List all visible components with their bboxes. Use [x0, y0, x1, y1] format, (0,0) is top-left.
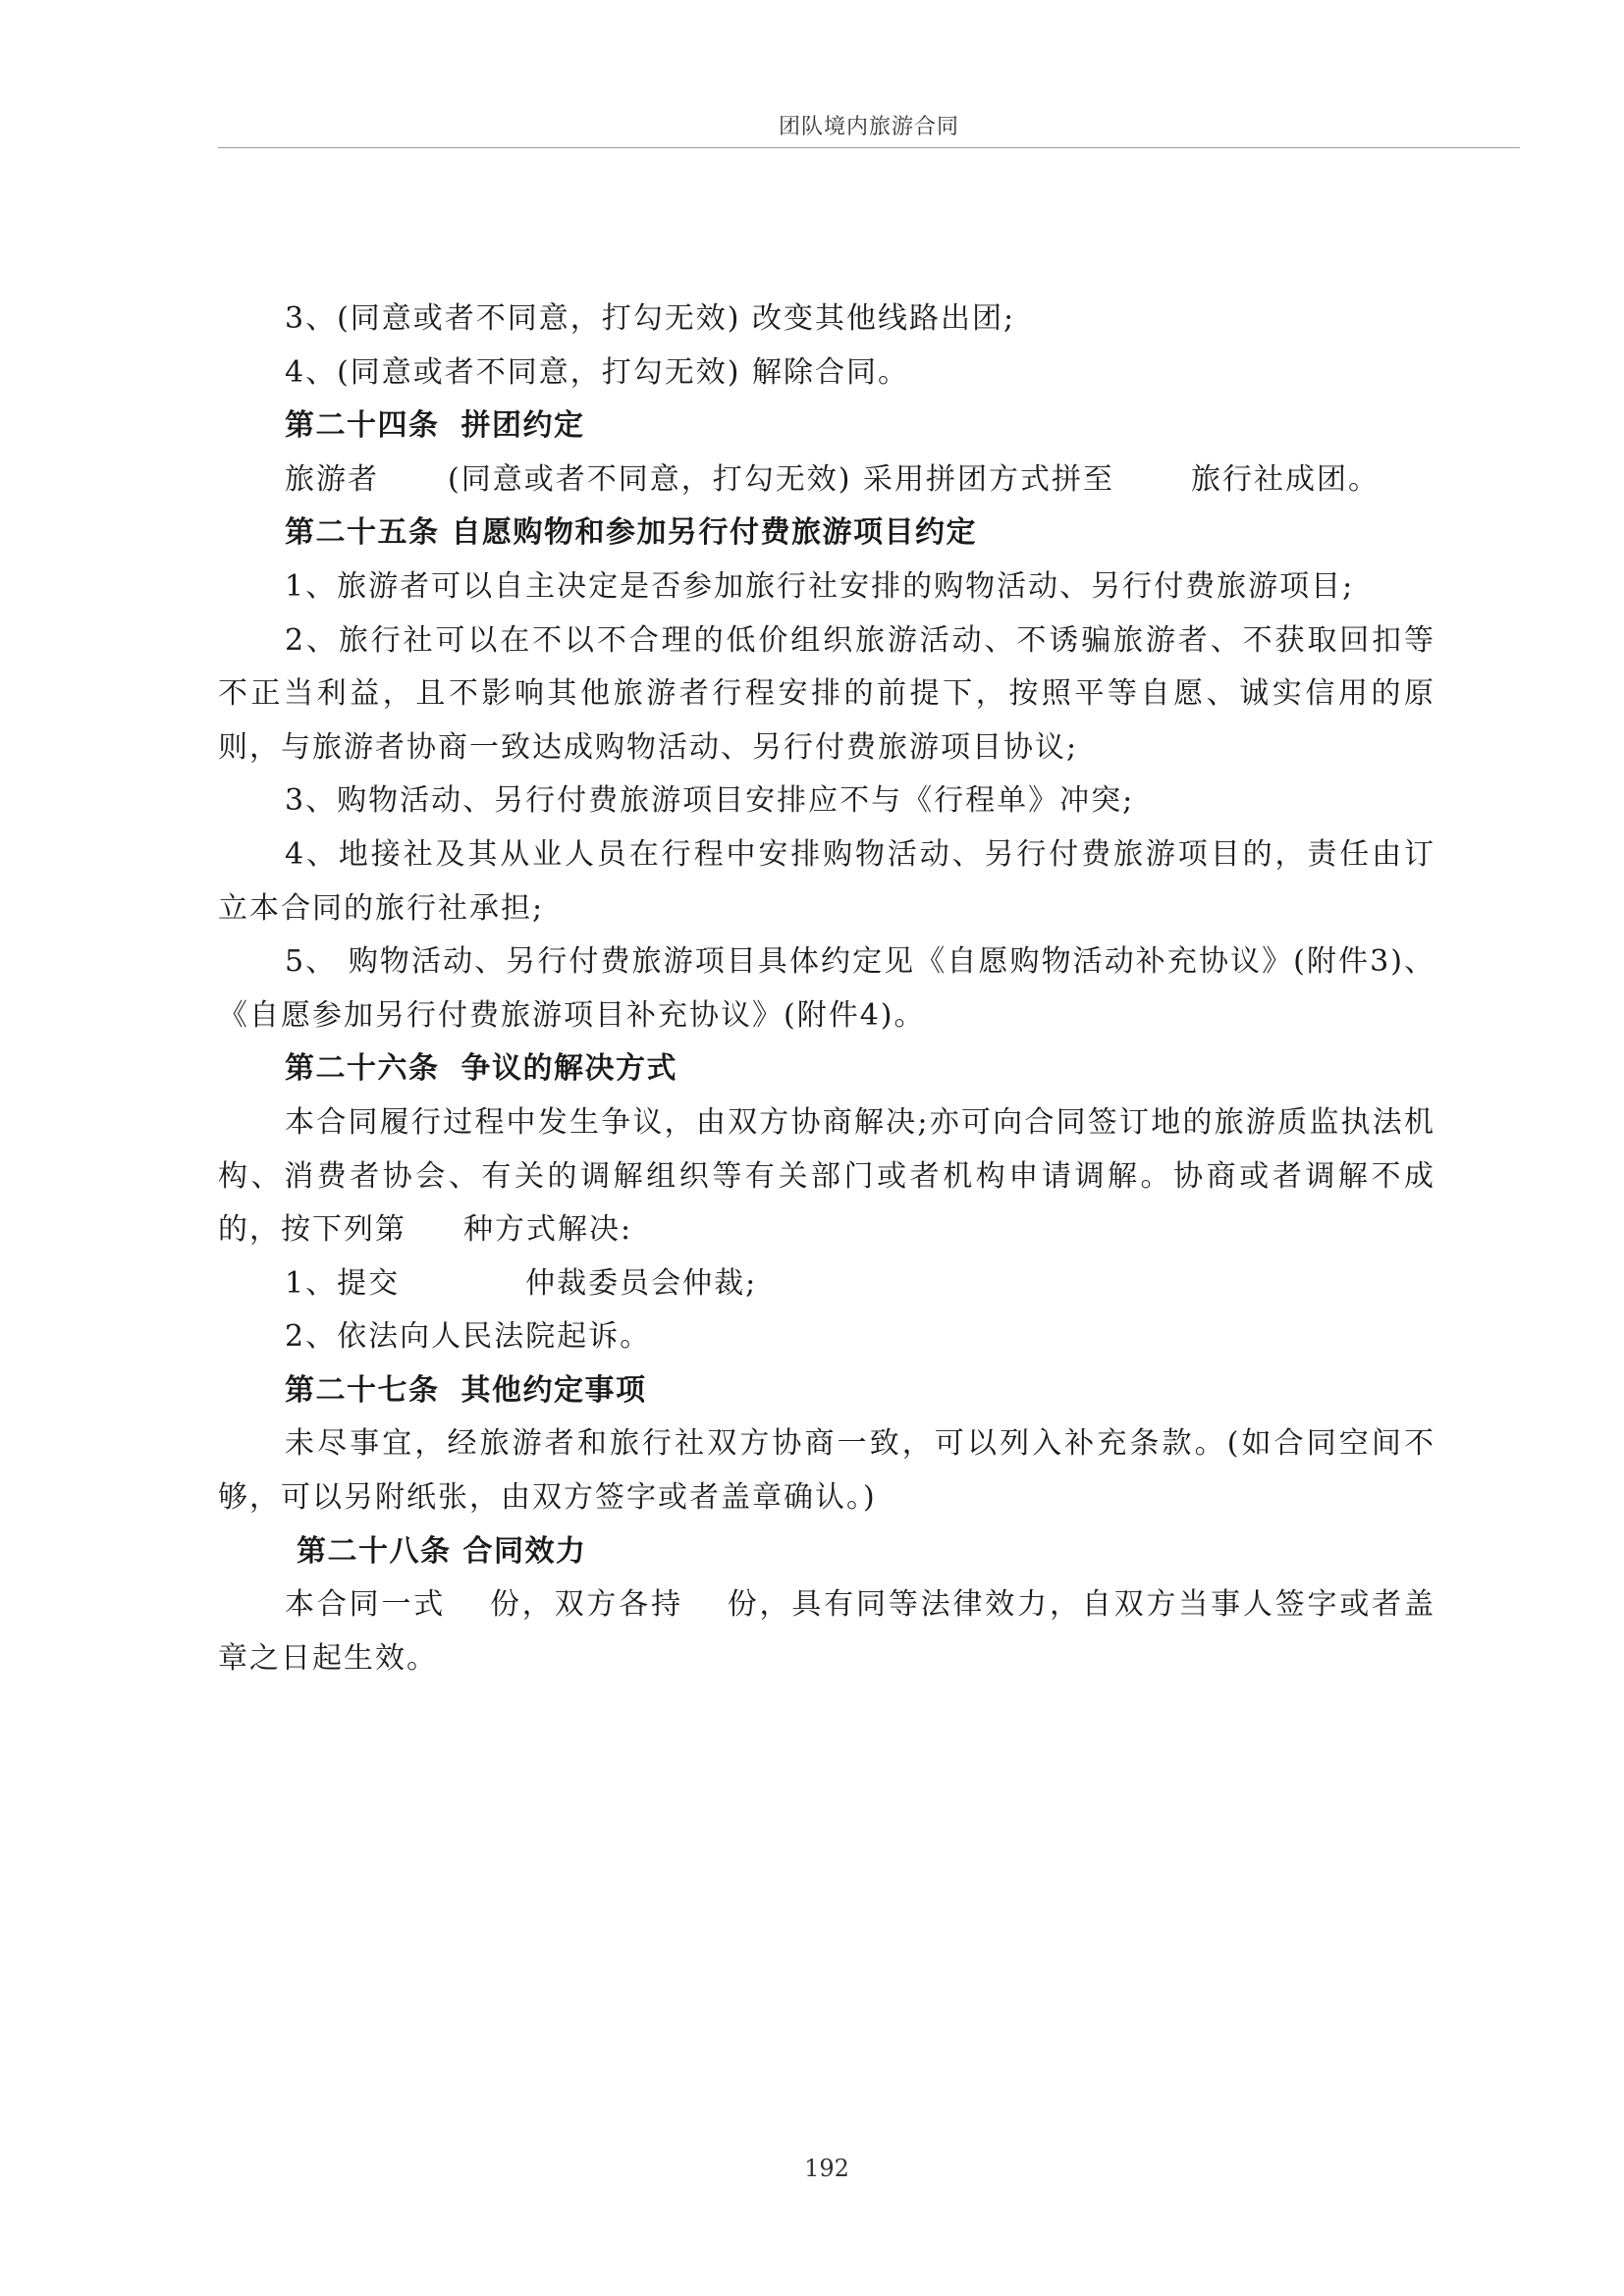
article-28-text: [218, 1578, 1435, 1685]
page-header: 团队境内旅游合同: [778, 115, 959, 139]
article-26-heading: [218, 1042, 1435, 1096]
contract-body: [218, 293, 1435, 1685]
article-25-heading: 第二十五条 自愿购物和参加另行付费旅游项目约定: [285, 515, 977, 551]
article-24-text-part-3: 旅行社成团。: [1190, 461, 1380, 497]
article-24-text-part-2: (同意或者不同意，打勾无效) 采用拼团方式拼至: [448, 461, 1114, 497]
article-27-number: 第二十七条: [285, 1372, 440, 1408]
article-27-heading: [218, 1364, 1435, 1418]
article-26-item-2: 2、依法向人民法院起诉。: [285, 1319, 652, 1355]
article-26-title: 争议的解决方式: [460, 1051, 677, 1087]
article-28-text-part-3: 份，具有同等法律效力，自双方当事人签字或者盖章之日起生效。: [218, 1587, 1436, 1676]
article-26-item-1-part-1: 1、提交: [285, 1265, 401, 1301]
article-24-title: 拼团约定: [460, 408, 585, 444]
article-25-item-3: 3、购物活动、另行付费旅游项目安排应不与《行程单》冲突;: [285, 783, 1135, 819]
article-26-item-1-part-2: 仲裁委员会仲裁;: [525, 1265, 758, 1301]
article-27-title: 其他约定事项: [460, 1372, 647, 1408]
article-26-number: 第二十六条: [285, 1051, 440, 1087]
article-26-text-part-1: 本合同履行过程中发生争议，由双方协商解决;亦可向合同签订地的旅游质监执法机构、消费者协会、有关的调解组织等有关部门或者机构申请调解。协商或者调解不成的，按下列第: [218, 1104, 1435, 1248]
article-26-text-part-2: 种方式解决:: [463, 1212, 633, 1248]
article-24-text-part-1: 旅游者: [285, 461, 379, 497]
article-23-item-4: 4、(同意或者不同意，打勾无效) 解除合同。: [285, 354, 910, 390]
article-28-text-part-1: 本合同一式: [285, 1587, 447, 1623]
article-25-item-1: 1、旅游者可以自主决定是否参加旅行社安排的购物活动、另行付费旅游项目;: [285, 568, 1355, 604]
article-25-item-5: 5、 购物活动、另行付费旅游项目具体约定见《自愿购物活动补充协议》(附件3)、《自愿参加另行付费旅游项目补充协议》(附件4)。: [218, 944, 1435, 1033]
article-27-text: 未尽事宜，经旅游者和旅行社双方协商一致，可以列入补充条款。(如合同空间不够，可以另附纸张，由双方签字或者盖章确认。): [218, 1426, 1435, 1516]
article-24-heading: [218, 400, 1435, 454]
page-number: 192: [804, 2155, 849, 2182]
article-25-item-2: 2、旅行社可以在不以不合理的低价组织旅游活动、不诱骗旅游者、不获取回扣等不正当利益，且不影响其他旅游者行程安排的前提下，按照平等自愿、诚实信用的原则，与旅游者协商一致达成购物活动、另行付费旅游项目协议;: [218, 622, 1435, 765]
article-23-item-3: 3、(同意或者不同意，打勾无效) 改变其他线路出团;: [285, 301, 1016, 336]
article-28-heading: 第二十八条 合同效力: [297, 1533, 587, 1569]
article-26-item-1: [218, 1257, 1435, 1311]
article-24-number: 第二十四条: [285, 408, 440, 444]
article-25-item-4: 4、地接社及其从业人员在行程中安排购物活动、另行付费旅游项目的，责任由订立本合同的旅行社承担;: [218, 836, 1435, 926]
article-26-text: [218, 1096, 1435, 1257]
article-28-text-part-2: 份，双方各持: [489, 1587, 683, 1623]
header-divider: [218, 147, 1520, 148]
article-24-text: [218, 454, 1435, 507]
